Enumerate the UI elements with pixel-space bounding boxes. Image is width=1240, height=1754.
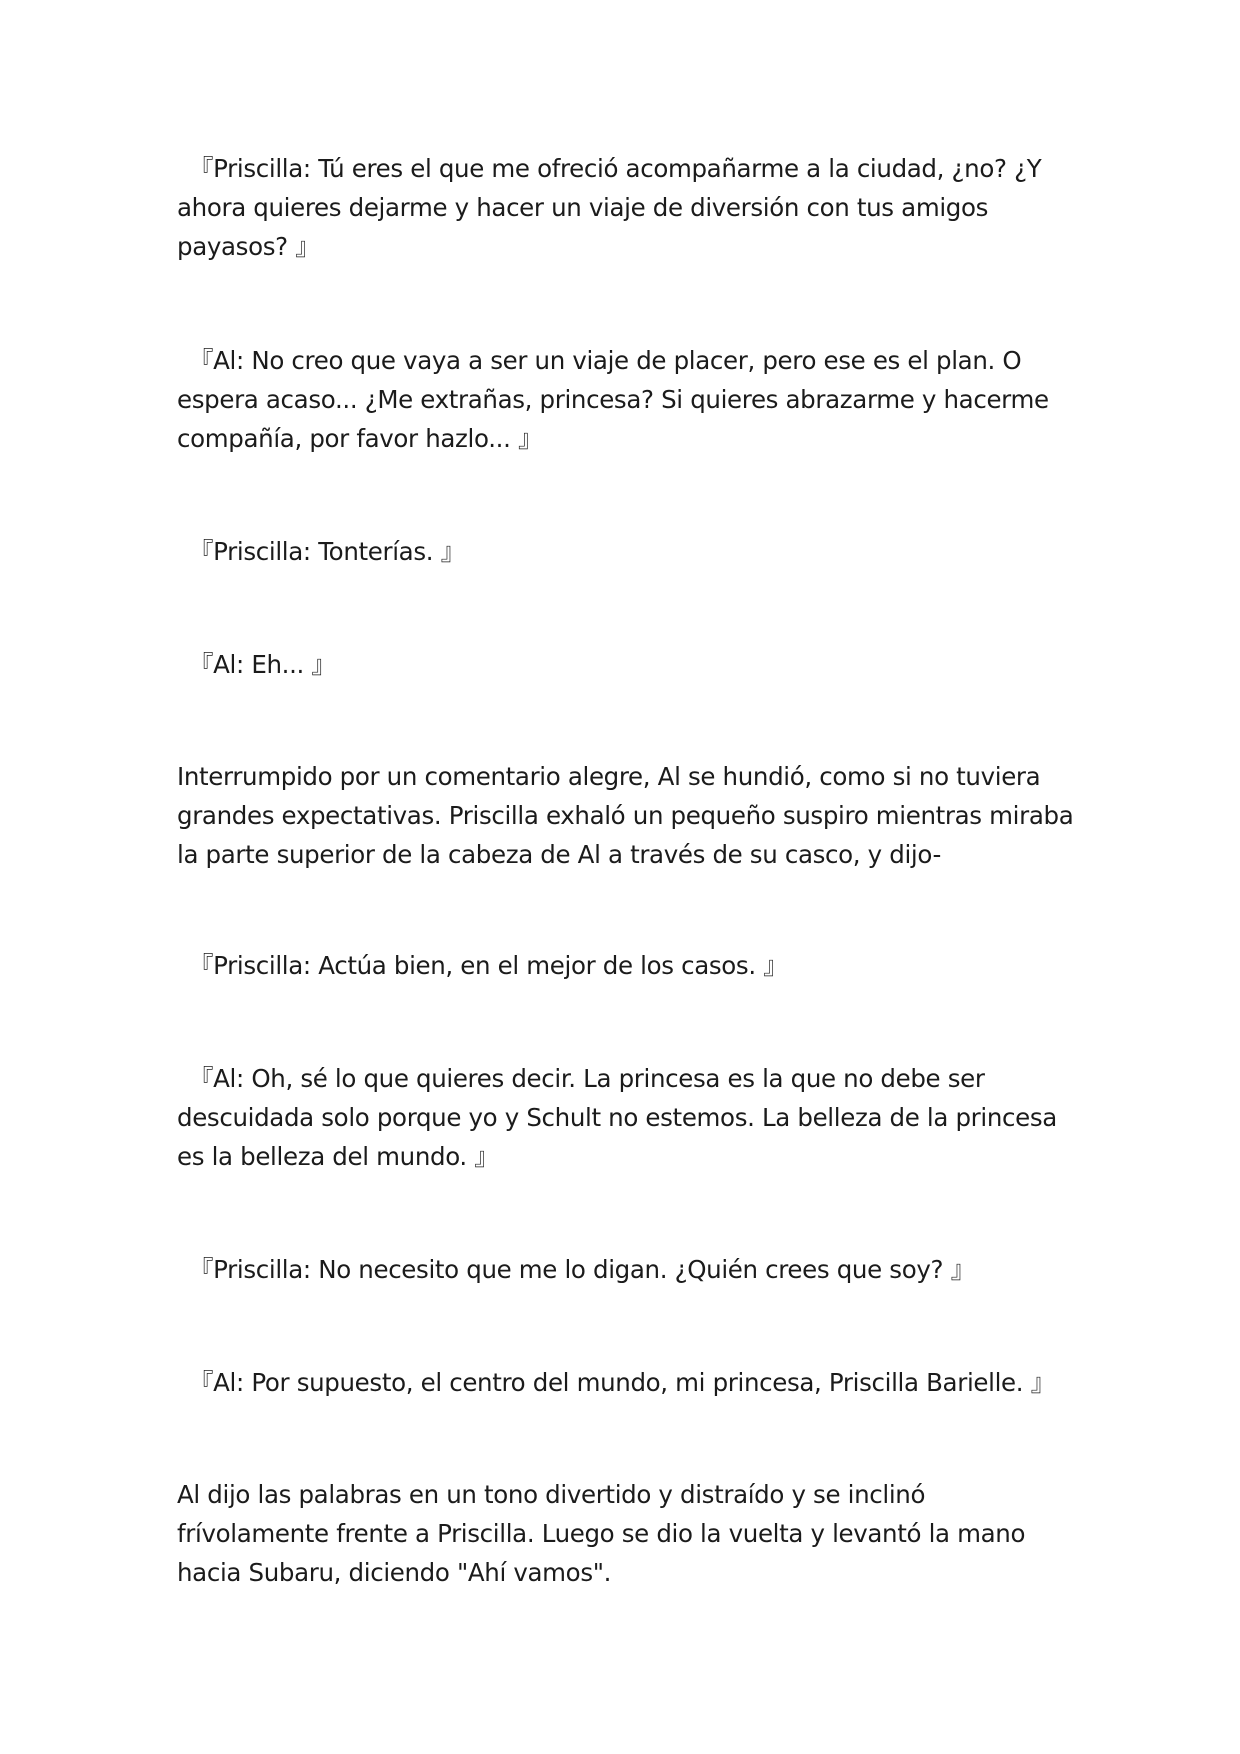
dialogue-paragraph-priscilla: 『Priscilla: Tú eres el que me ofreció acompañarme a la ciudad, ¿no? ¿Y ahora quieres dejarme y hacer un viaje de diversión con tus amigos payasos? 』 [177, 154, 1042, 261]
dialogue-paragraph-al: 『Al: Eh... 』 [189, 650, 336, 679]
dialogue-paragraph-al: 『Al: No creo que vaya a ser un viaje de placer, pero ese es el plan. O espera acaso... ¿Me extrañas, princesa? Si quieres abrazarme y hacerme compañía, por favor hazlo... 』 [177, 346, 1049, 453]
narration-paragraph: Al dijo las palabras en un tono divertido y distraído y se inclinó frívolamente frente a Priscilla. Luego se dio la vuelta y levantó la mano hacia Subaru, diciendo "Ahí vamos". [177, 1480, 1026, 1587]
narration-paragraph: Interrumpido por un comentario alegre, Al se hundió, como si no tuviera grandes expectativas. Priscilla exhaló un pequeño suspiro mientras miraba la parte superior de la cabeza de Al a través de su casco, y dijo- [177, 762, 1074, 869]
dialogue-paragraph-al: 『Al: Por supuesto, el centro del mundo, mi princesa, Priscilla Barielle. 』 [189, 1368, 1055, 1397]
dialogue-paragraph-priscilla: 『Priscilla: No necesito que me lo digan. ¿Quién crees que soy? 』 [189, 1255, 975, 1284]
dialogue-paragraph-priscilla: 『Priscilla: Actúa bien, en el mejor de los casos. 』 [189, 951, 788, 980]
dialogue-paragraph-al: 『Al: Oh, sé lo que quieres decir. La princesa es la que no debe ser descuidada solo porque yo y Schult no estemos. La belleza de la princesa es la belleza del mundo. 』 [177, 1064, 1057, 1171]
dialogue-paragraph-priscilla: 『Priscilla: Tonterías. 』 [189, 537, 465, 566]
